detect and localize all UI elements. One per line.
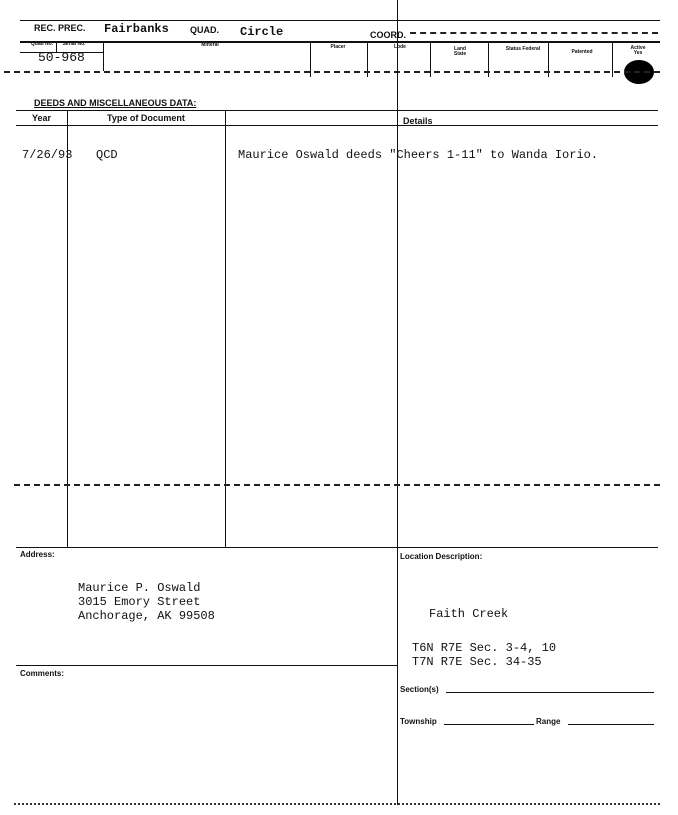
comments-top-rule — [16, 665, 398, 666]
bottom-edge-noise — [14, 803, 660, 805]
details-header: Details — [403, 116, 433, 126]
deeds-header-rule — [16, 125, 658, 126]
header-col-b — [103, 41, 104, 71]
deeds-section-title: DEEDS AND MISCELLANEOUS DATA: — [34, 98, 197, 108]
range-blank-line — [568, 724, 654, 725]
address-line-1: Maurice P. Oswald — [78, 581, 201, 595]
quad-value: Circle — [240, 25, 284, 39]
township-blank-line — [444, 724, 534, 725]
land-state-label: Land State — [453, 46, 467, 57]
comments-label: Comments: — [20, 669, 65, 678]
page-center-line — [397, 0, 398, 805]
lode-label: Lode — [394, 44, 406, 50]
location-label: Location Description: — [400, 552, 483, 561]
location-name: Faith Creek — [429, 607, 509, 621]
mineral-label: Mineral — [201, 42, 219, 48]
deeds-col-year — [67, 110, 68, 547]
header-col-a — [56, 41, 57, 53]
address-line-2: 3015 Emory Street — [78, 595, 201, 609]
rec-prec-value: Fairbanks — [104, 22, 169, 36]
header-sub-rule — [20, 52, 104, 53]
deeds-top-rule — [16, 110, 658, 111]
serial-no-label: Serial No. — [62, 41, 86, 47]
township-label: Township — [400, 717, 437, 726]
status-federal-label: Status Federal — [505, 46, 541, 52]
quad-serial-value: 50-968 — [38, 50, 85, 65]
coord-label: COORD. — [370, 30, 406, 40]
deed-year: 7/26/93 — [22, 148, 73, 162]
address-top-rule — [16, 547, 658, 548]
placer-label: Placer — [330, 44, 346, 50]
address-label: Address: — [20, 550, 55, 559]
header-row-rule — [20, 41, 660, 43]
deed-details: Maurice Oswald deeds "Cheers 1-11" to Wanda Iorio. — [238, 148, 599, 162]
location-legal-1: T6N R7E Sec. 3-4, 10 — [412, 641, 557, 655]
type-header: Type of Document — [107, 113, 185, 123]
deeds-bottom-dashes — [14, 484, 660, 486]
address-line-3: Anchorage, AK 99508 — [78, 609, 215, 623]
range-label: Range — [536, 717, 561, 726]
patented-label: Patented — [571, 49, 593, 55]
location-legal-2: T7N R7E Sec. 34-35 — [412, 655, 542, 669]
header-top-dashes — [410, 32, 658, 34]
header-top-rule — [20, 20, 660, 21]
quad-label: QUAD. — [190, 25, 219, 35]
quad-no-label: Quad No. — [30, 41, 54, 47]
deeds-col-type — [225, 110, 226, 547]
sections-blank-line — [446, 692, 654, 693]
sections-label: Section(s) — [400, 685, 439, 694]
header-bottom-dashes — [4, 71, 660, 73]
year-header: Year — [32, 113, 52, 123]
active-yes-label: Active Yes — [630, 45, 646, 56]
rec-prec-label: REC. PREC. — [34, 23, 86, 33]
deed-type: QCD — [96, 148, 118, 162]
